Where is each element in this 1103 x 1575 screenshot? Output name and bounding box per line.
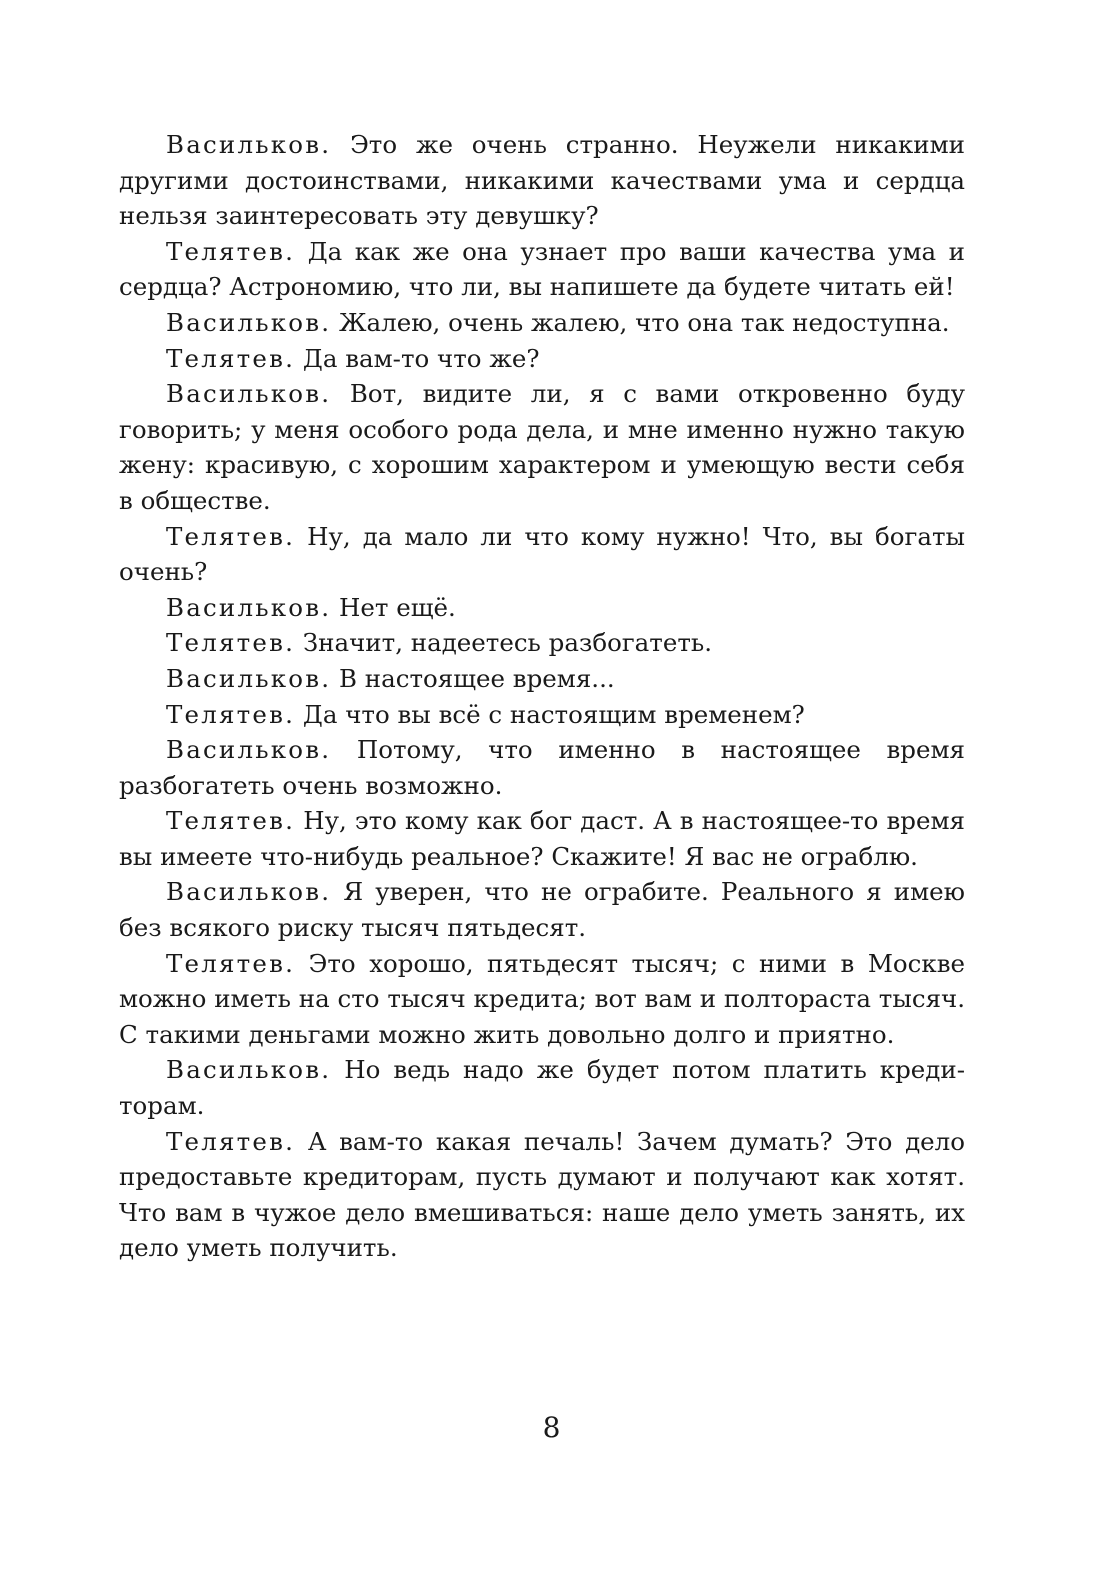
line-text: Но ведь надо же будет потом платить кредиторам.	[119, 1055, 965, 1121]
speaker-name: Телятев.	[166, 236, 296, 266]
dialogue-line	[119, 697, 965, 733]
line-text: Да что вы всё с настоящим временем?	[302, 699, 805, 729]
dialogue-line	[119, 1052, 965, 1123]
dialogue-line	[119, 341, 965, 377]
speaker-name: Васильков.	[166, 735, 332, 765]
dialogue-line	[119, 803, 965, 874]
dialogue-line	[119, 519, 965, 590]
line-text: Да вам-то что же?	[302, 343, 540, 373]
dialogue-line	[119, 127, 965, 234]
speaker-name: Васильков.	[166, 877, 332, 907]
speaker-name: Васильков.	[166, 592, 332, 622]
line-text: Потому, что именно в настоящее время разбогатеть очень возможно.	[119, 735, 965, 800]
line-text: В настоящее время...	[339, 663, 615, 693]
line-text: Ну, да мало ли что кому нужно! Что, вы богаты очень?	[119, 521, 965, 587]
speaker-name: Васильков.	[166, 130, 332, 159]
speaker-name: Телятев.	[166, 628, 296, 658]
speaker-name: Телятев.	[166, 948, 296, 978]
speaker-name: Васильков.	[166, 663, 332, 693]
line-text: Ну, это кому как бог даст. А в настоящее-то время вы имеете что-нибудь реальное? Скажите! Я вас не ограблю.	[119, 806, 966, 871]
dialogue-line	[119, 590, 965, 626]
dialogue-line	[119, 1124, 965, 1266]
line-text: Вот, видите ли, я с вами откровенно буду говорить; у меня особого рода дела, и мне именно нужно такую жену: красивую, с хорошим характером и умеющую вести себя в обществе.	[119, 379, 966, 515]
dialogue-line	[119, 234, 965, 305]
dialogue-line	[119, 946, 965, 1053]
speaker-name: Телятев.	[166, 1126, 296, 1156]
dialogue-line	[119, 874, 965, 945]
dialogue-line	[119, 732, 965, 803]
dialogue-line	[119, 625, 965, 661]
page-number: 8	[542, 1411, 561, 1444]
line-text: Я уверен, что не ограбите. Реального я имею без всякого риску тысяч пятьдесят.	[119, 877, 965, 943]
line-text: Это же очень странно. Неужели никакими другими достоинствами, никакими качествами ума и сердца нельзя заинтересовать эту девушку?	[119, 130, 965, 231]
line-text: Значит, надеетесь разбогатеть.	[302, 628, 713, 658]
line-text: Жалею, очень жалею, что она так недоступна.	[339, 307, 950, 337]
dialogue-line	[119, 661, 965, 697]
page-body	[119, 127, 965, 1266]
line-text: А вам-то какая печаль! Зачем думать? Это дело предоставьте кредиторам, пусть думают и получают как хотят. Что вам в чужое дело вмешиваться: наше дело уметь занять, их дело уметь получить.	[119, 1126, 965, 1263]
line-text: Это хорошо, пятьдесят тысяч; с ними в Москве можно иметь на сто тысяч кредита; вот вам и полтораста тысяч. С такими деньгами можно жить довольно долго и приятно.	[119, 948, 966, 1049]
speaker-name: Телятев.	[166, 521, 296, 551]
speaker-name: Васильков.	[166, 307, 332, 337]
line-text: Нет ещё.	[339, 592, 456, 622]
speaker-name: Васильков.	[166, 1055, 332, 1085]
speaker-name: Васильков.	[166, 379, 332, 409]
speaker-name: Телятев.	[166, 699, 296, 729]
speaker-name: Телятев.	[166, 343, 296, 373]
line-text: Да как же она узнает про ваши качества ума и сердца? Астрономию, что ли, вы напишете да будете читать ей!	[119, 236, 965, 302]
dialogue-line	[119, 376, 965, 518]
speaker-name: Телятев.	[166, 806, 296, 836]
dialogue-line	[119, 305, 965, 341]
